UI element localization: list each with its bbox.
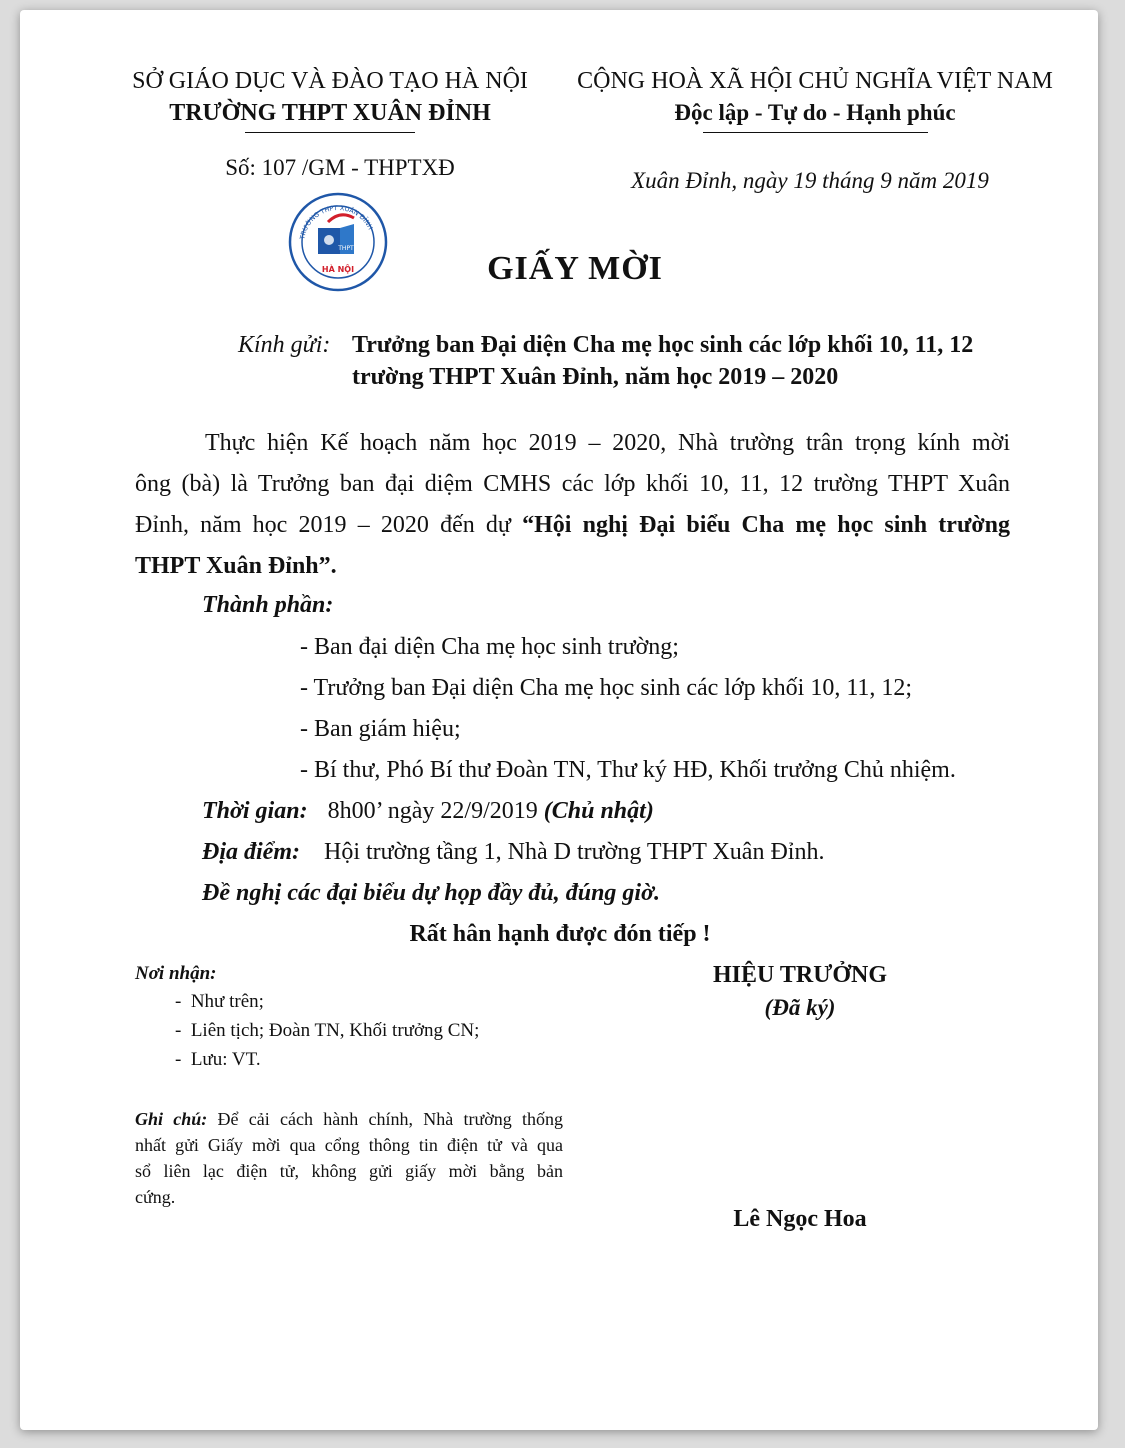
composition-item: - Trưởng ban Đại diện Cha mẹ học sinh các lớp khối 10, 11, 12; [300, 675, 913, 701]
composition-label: Thành phần: [202, 592, 334, 618]
recipients-item-text: Lưu: VT. [190, 1049, 261, 1070]
note-line: cứng. [135, 1187, 176, 1207]
national-motto: Độc lập - Tự do - Hạnh phúc [674, 100, 956, 125]
body-line-2: ông (bà) là Trưởng ban đại diệm CMHS các lớp khối 10, 11, 12 trường THPT Xuân [135, 471, 1010, 497]
note-label: Ghi chú: [135, 1109, 208, 1129]
signature-status: (Đã ký) [764, 995, 836, 1020]
recipients-item: - Liên tịch; Đoàn TN, Khối trưởng CN; [175, 1020, 480, 1041]
note-line [135, 1106, 563, 1132]
signature-title: HIỆU TRƯỞNG [712, 962, 888, 988]
body-line-1: Thực hiện Kế hoạch năm học 2019 – 2020, Nhà trường trân trọng kính mời [205, 430, 1010, 456]
document-title: GIẤY MỜI [487, 250, 663, 287]
time-label: Thời gian: [202, 798, 308, 824]
place-label: Địa điểm: [202, 839, 300, 865]
recipient-label: Kính gửi: [238, 332, 331, 358]
body-paragraph [135, 423, 1010, 587]
recipients-item: - Như trên; [175, 991, 264, 1012]
time-value: 8h00’ ngày 22/9/2019 [327, 798, 538, 824]
event-name: “Hội nghị Đại biểu Cha mẹ học sinh trường [522, 512, 1010, 538]
composition-item: - Ban giám hiệu; [300, 716, 461, 742]
date-line: Xuân Đỉnh, ngày 19 tháng 9 năm 2019 [631, 168, 989, 193]
welcome-line: Rất hân hạnh được đón tiếp ! [409, 921, 711, 947]
time-row [202, 798, 654, 825]
note-line: sổ liên lạc điện tử, không gửi giấy mời bằng bản [135, 1161, 563, 1181]
school-seal-logo [288, 192, 388, 292]
signer-name: Lê Ngọc Hoa [733, 1206, 867, 1232]
recipients-item-text: Liên tịch; Đoàn TN, Khối trưởng CN; [190, 1020, 480, 1041]
attendance-request: Đề nghị các đại biểu dự họp đầy đủ, đúng giờ. [202, 880, 660, 906]
body-line-3-text: Đỉnh, năm học 2019 – 2020 đến dự [135, 512, 523, 538]
recipient-line-2: trường THPT Xuân Đỉnh, năm học 2019 – 2020 [352, 364, 839, 390]
composition-item: - Bí thư, Phó Bí thư Đoàn TN, Thư ký HĐ, Khối trưởng Chủ nhiệm. [300, 757, 956, 783]
republic-name: CỘNG HOÀ XÃ HỘI CHỦ NGHĨA VIỆT NAM [577, 68, 1053, 94]
document-number: Số: 107 /GM - THPTXĐ [225, 155, 455, 180]
department-name: SỞ GIÁO DỤC VÀ ĐÀO TẠO HÀ NỘI [132, 68, 528, 94]
note-block [135, 1106, 563, 1210]
note-line: nhất gửi Giấy mời qua cổng thông tin điện tử và qua [135, 1135, 563, 1155]
recipient-line-1: Trưởng ban Đại diện Cha mẹ học sinh các lớp khối 10, 11, 12 [352, 332, 974, 358]
note-line-1-text: Để cải cách hành chính, Nhà trường thống [217, 1109, 564, 1129]
event-name-end: THPT Xuân Đỉnh”. [135, 553, 337, 579]
recipients-label: Nơi nhận: [135, 963, 217, 984]
school-name-underline [245, 132, 415, 133]
school-name: TRƯỜNG THPT XUÂN ĐỈNH [169, 100, 491, 126]
motto-underline [703, 132, 928, 133]
svg-text:HÀ NỘI: HÀ NỘI [321, 265, 355, 274]
place-value: Hội trường tầng 1, Nhà D trường THPT Xuân Đỉnh. [323, 839, 825, 865]
time-day: (Chủ nhật) [543, 798, 654, 824]
place-row [202, 839, 824, 866]
svg-text:TRƯỜNG THPT XUÂN ĐỈNH: TRƯỜNG THPT XUÂN ĐỈNH [298, 203, 375, 241]
recipients-item: - Lưu: VT. [175, 1049, 261, 1070]
composition-item: - Ban đại diện Cha mẹ học sinh trường; [300, 634, 679, 660]
body-line-3 [135, 505, 1010, 546]
recipients-item-text: Như trên; [190, 991, 264, 1012]
document-page [20, 10, 1098, 1430]
svg-text:THPT: THPT [338, 245, 354, 252]
